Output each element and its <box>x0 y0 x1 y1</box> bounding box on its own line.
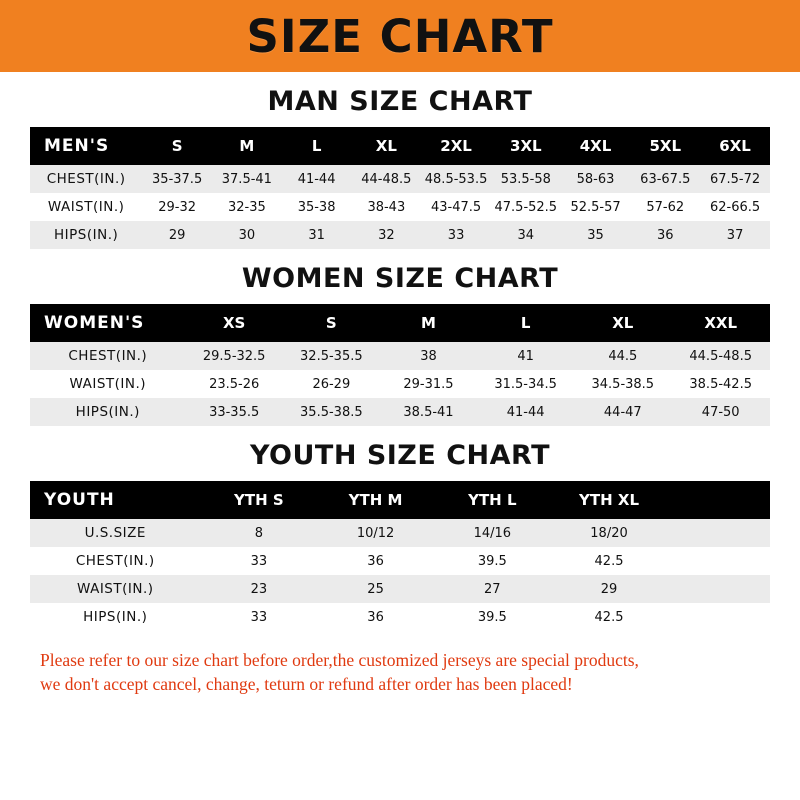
youth-hips-xl: 42.5 <box>551 603 668 631</box>
men-waist-l: 35-38 <box>282 193 352 221</box>
men-header-4xl: 4XL <box>561 127 631 165</box>
men-hips-xl: 32 <box>351 221 421 249</box>
men-waist-s: 29-32 <box>142 193 212 221</box>
youth-waist-xl: 29 <box>551 575 668 603</box>
women-header-xxl: XXL <box>671 304 770 342</box>
men-chest-5xl: 63-67.5 <box>630 165 700 193</box>
women-chest-m: 38 <box>380 342 477 370</box>
men-chest-l: 41-44 <box>282 165 352 193</box>
men-header-l: L <box>282 127 352 165</box>
men-chest-xl: 44-48.5 <box>351 165 421 193</box>
note-line-2: we don't accept cancel, change, teturn or refund after order has been placed! <box>40 673 573 694</box>
youth-hips-spacer <box>667 603 770 631</box>
youth-chest-label: CHEST(IN.) <box>30 547 201 575</box>
men-waist-m: 32-35 <box>212 193 282 221</box>
youth-chest-xl: 42.5 <box>551 547 668 575</box>
women-waist-m: 29-31.5 <box>380 370 477 398</box>
table-header-row <box>30 127 770 165</box>
men-hips-6xl: 37 <box>700 221 770 249</box>
men-table-body <box>30 165 770 249</box>
youth-header-s: YTH S <box>201 481 318 519</box>
men-header-xl: XL <box>351 127 421 165</box>
women-hips-label: HIPS(IN.) <box>30 398 186 426</box>
men-hips-3xl: 34 <box>491 221 561 249</box>
women-header-s: S <box>283 304 380 342</box>
men-chest-2xl: 48.5-53.5 <box>421 165 491 193</box>
youth-ussize-s: 8 <box>201 519 318 547</box>
women-header-label: WOMEN'S <box>30 304 186 342</box>
men-header-3xl: 3XL <box>491 127 561 165</box>
youth-hips-s: 33 <box>201 603 318 631</box>
men-header-m: M <box>212 127 282 165</box>
men-header-s: S <box>142 127 212 165</box>
men-header-2xl: 2XL <box>421 127 491 165</box>
banner-right-fill <box>775 0 800 72</box>
youth-table-body <box>30 519 770 631</box>
order-policy-note <box>40 649 760 696</box>
table-row <box>30 193 770 221</box>
youth-header-xl: YTH XL <box>551 481 668 519</box>
women-chest-xxl: 44.5-48.5 <box>671 342 770 370</box>
youth-waist-label: WAIST(IN.) <box>30 575 201 603</box>
women-header-xs: XS <box>186 304 283 342</box>
women-hips-xs: 33-35.5 <box>186 398 283 426</box>
youth-ussize-xl: 18/20 <box>551 519 668 547</box>
men-hips-4xl: 35 <box>561 221 631 249</box>
youth-ussize-spacer <box>667 519 770 547</box>
women-table-body <box>30 342 770 426</box>
youth-ussize-l: 14/16 <box>434 519 551 547</box>
table-row <box>30 221 770 249</box>
table-row <box>30 398 770 426</box>
women-waist-xl: 34.5-38.5 <box>574 370 671 398</box>
women-chest-l: 41 <box>477 342 574 370</box>
men-hips-5xl: 36 <box>630 221 700 249</box>
women-waist-xxl: 38.5-42.5 <box>671 370 770 398</box>
women-header-xl: XL <box>574 304 671 342</box>
men-chest-label: CHEST(IN.) <box>30 165 142 193</box>
men-waist-xl: 38-43 <box>351 193 421 221</box>
youth-waist-spacer <box>667 575 770 603</box>
youth-header-m: YTH M <box>317 481 434 519</box>
youth-hips-l: 39.5 <box>434 603 551 631</box>
banner-center <box>25 0 775 72</box>
women-chest-s: 32.5-35.5 <box>283 342 380 370</box>
women-header-l: L <box>477 304 574 342</box>
youth-waist-m: 25 <box>317 575 434 603</box>
men-waist-6xl: 62-66.5 <box>700 193 770 221</box>
youth-ussize-label: U.S.SIZE <box>30 519 201 547</box>
table-row <box>30 165 770 193</box>
women-hips-s: 35.5-38.5 <box>283 398 380 426</box>
youth-section-title: YOUTH SIZE CHART <box>249 440 551 471</box>
youth-header-l: YTH L <box>434 481 551 519</box>
men-hips-m: 30 <box>212 221 282 249</box>
youth-size-table <box>30 481 770 631</box>
youth-header-label: YOUTH <box>30 481 201 519</box>
men-size-table <box>30 127 770 249</box>
youth-waist-s: 23 <box>201 575 318 603</box>
women-chest-label: CHEST(IN.) <box>30 342 186 370</box>
header-banner <box>0 0 800 72</box>
youth-hips-m: 36 <box>317 603 434 631</box>
table-row <box>30 519 770 547</box>
men-waist-2xl: 43-47.5 <box>421 193 491 221</box>
men-header-label: MEN'S <box>30 127 142 165</box>
men-chest-6xl: 67.5-72 <box>700 165 770 193</box>
youth-chest-m: 36 <box>317 547 434 575</box>
table-header-row <box>30 304 770 342</box>
women-waist-label: WAIST(IN.) <box>30 370 186 398</box>
women-header-m: M <box>380 304 477 342</box>
women-hips-l: 41-44 <box>477 398 574 426</box>
footer-strip <box>0 793 800 800</box>
women-waist-xs: 23.5-26 <box>186 370 283 398</box>
women-hips-m: 38.5-41 <box>380 398 477 426</box>
youth-table-head <box>30 481 770 519</box>
table-header-row <box>30 481 770 519</box>
banner-left-fill <box>0 0 25 72</box>
women-waist-s: 26-29 <box>283 370 380 398</box>
men-hips-s: 29 <box>142 221 212 249</box>
men-table-head <box>30 127 770 165</box>
women-hips-xl: 44-47 <box>574 398 671 426</box>
men-hips-label: HIPS(IN.) <box>30 221 142 249</box>
table-row <box>30 342 770 370</box>
youth-hips-label: HIPS(IN.) <box>30 603 201 631</box>
women-size-table <box>30 304 770 426</box>
youth-waist-l: 27 <box>434 575 551 603</box>
men-waist-4xl: 52.5-57 <box>561 193 631 221</box>
men-section-title: MAN SIZE CHART <box>267 86 533 117</box>
table-row <box>30 575 770 603</box>
women-waist-l: 31.5-34.5 <box>477 370 574 398</box>
men-chest-4xl: 58-63 <box>561 165 631 193</box>
chart-content <box>0 86 800 696</box>
youth-chest-s: 33 <box>201 547 318 575</box>
women-table-head <box>30 304 770 342</box>
men-waist-3xl: 47.5-52.5 <box>491 193 561 221</box>
youth-ussize-m: 10/12 <box>317 519 434 547</box>
men-chest-s: 35-37.5 <box>142 165 212 193</box>
women-section-title: WOMEN SIZE CHART <box>241 263 559 294</box>
note-line-1: Please refer to our size chart before order,the customized jerseys are special products, <box>40 650 639 670</box>
men-header-6xl: 6XL <box>700 127 770 165</box>
men-waist-label: WAIST(IN.) <box>30 193 142 221</box>
men-chest-3xl: 53.5-58 <box>491 165 561 193</box>
youth-chest-spacer <box>667 547 770 575</box>
table-row <box>30 603 770 631</box>
men-hips-l: 31 <box>282 221 352 249</box>
youth-chest-l: 39.5 <box>434 547 551 575</box>
men-hips-2xl: 33 <box>421 221 491 249</box>
men-waist-5xl: 57-62 <box>630 193 700 221</box>
women-chest-xs: 29.5-32.5 <box>186 342 283 370</box>
table-row <box>30 547 770 575</box>
women-chest-xl: 44.5 <box>574 342 671 370</box>
table-row <box>30 370 770 398</box>
page-title: SIZE CHART <box>246 9 554 63</box>
youth-header-spacer <box>667 481 770 519</box>
women-hips-xxl: 47-50 <box>671 398 770 426</box>
men-header-5xl: 5XL <box>630 127 700 165</box>
men-chest-m: 37.5-41 <box>212 165 282 193</box>
